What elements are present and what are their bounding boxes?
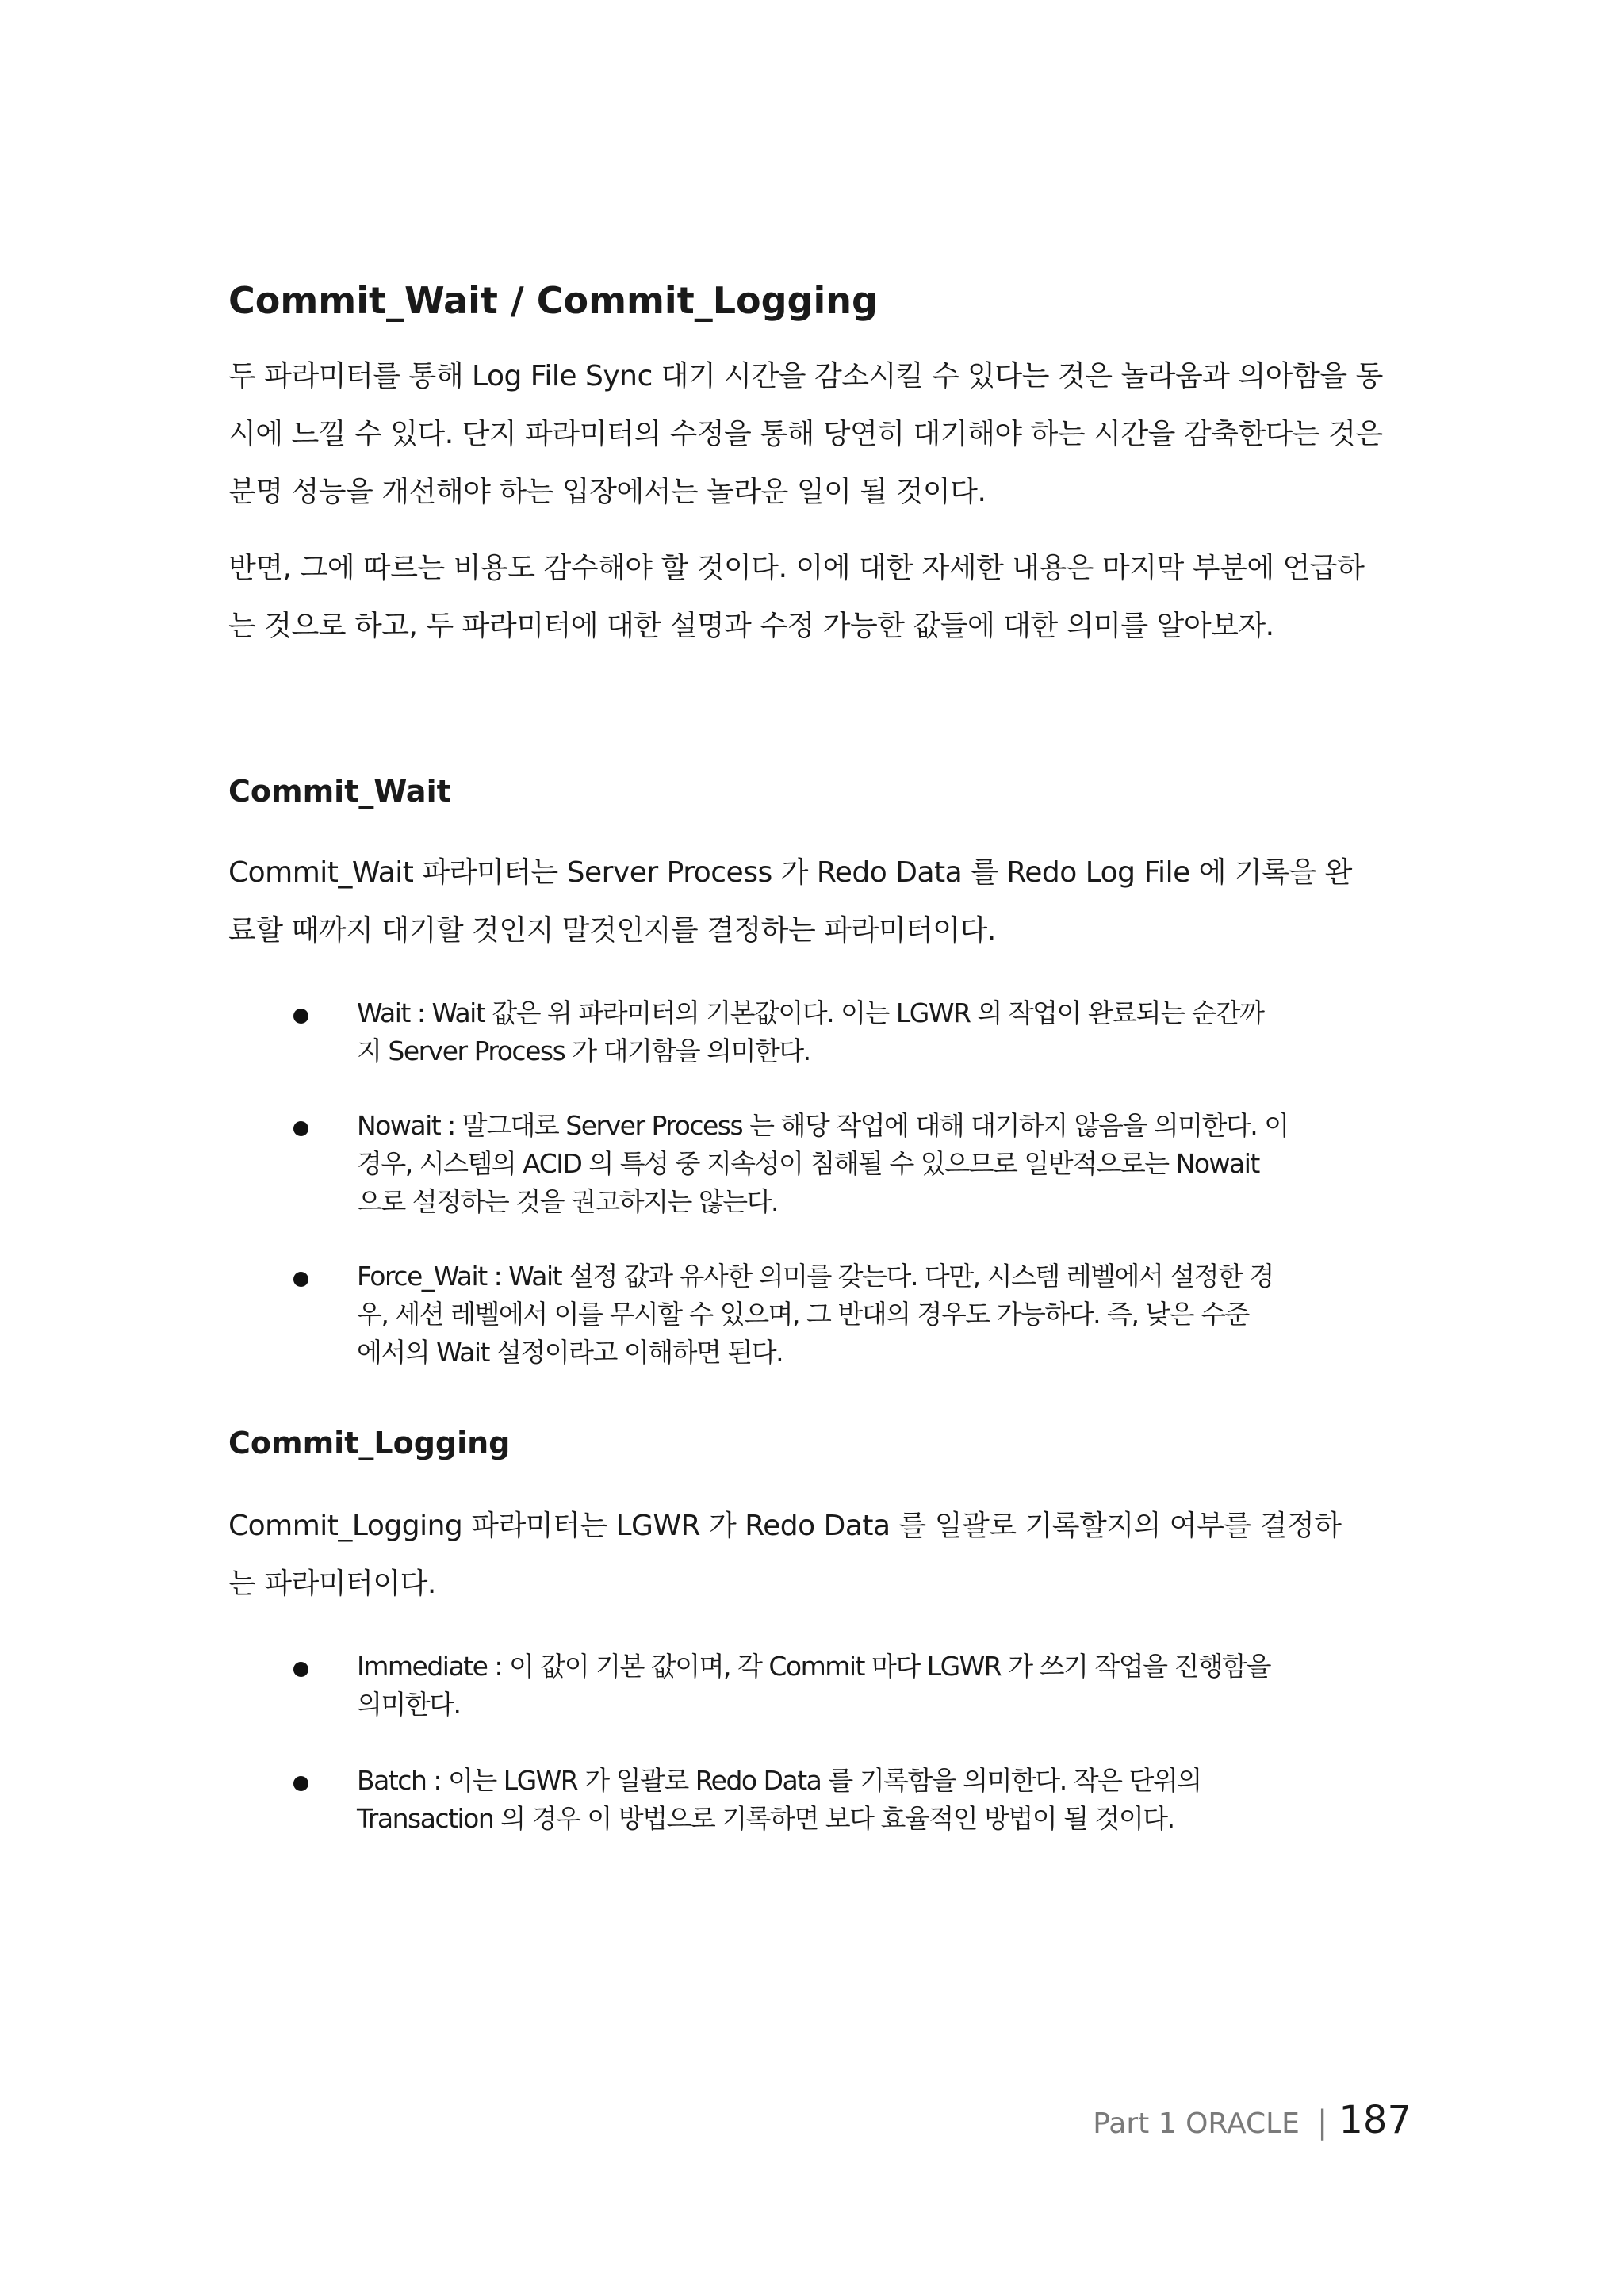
bullet-icon bbox=[293, 1662, 308, 1677]
bullet-icon bbox=[293, 1776, 308, 1791]
page-footer bbox=[1093, 2098, 1411, 2142]
bullet-text bbox=[357, 1762, 1348, 1838]
text-line: Commit_Logging 파라미터는 LGWR 가 Redo Data 를 일괄로 기록할지의 여부를 결정하 bbox=[228, 1510, 1342, 1542]
intro-paragraph-2 bbox=[228, 539, 1410, 655]
text-line: 료할 때까지 대기할 것인지 말것인지를 결정하는 파라미터이다. bbox=[228, 914, 996, 947]
bullet-text bbox=[357, 1258, 1348, 1372]
section-description-commit-wait bbox=[228, 844, 1386, 959]
text-line: 시에 느낄 수 있다. 단지 파라미터의 수정을 통해 당연히 대기해야 하는 시간을 감축한다는 것은 bbox=[228, 418, 1383, 450]
section-heading-commit-wait: Commit_Wait bbox=[228, 774, 451, 809]
text-line: 경우, 시스템의 ACID 의 특성 중 지속성이 침해될 수 있으므로 일반적으로는 Nowait bbox=[357, 1148, 1259, 1179]
footer-part-label: Part 1 ORACLE bbox=[1093, 2107, 1300, 2140]
bullet-icon bbox=[293, 1272, 308, 1287]
text-line: Nowait : 말그대로 Server Process 는 해당 작업에 대해 대기하지 않음을 의미한다. 이 bbox=[357, 1110, 1289, 1141]
text-line: 반면, 그에 따르는 비용도 감수해야 할 것이다. 이에 대한 자세한 내용은 마지막 부분에 언급하 bbox=[228, 552, 1365, 584]
intro-paragraph-1 bbox=[228, 347, 1410, 521]
bullet-icon bbox=[293, 1009, 308, 1024]
text-line: 우, 세션 레벨에서 이를 무시할 수 있으며, 그 반대의 경우도 가능하다. 즉, 낮은 수준 bbox=[357, 1299, 1249, 1330]
bullet-text bbox=[357, 994, 1348, 1070]
text-line: Wait : Wait 값은 위 파라미터의 기본값이다. 이는 LGWR 의 작업이 완료되는 순간까 bbox=[357, 997, 1264, 1028]
text-line: 으로 설정하는 것을 권고하지는 않는다. bbox=[357, 1186, 778, 1217]
page-title: Commit_Wait / Commit_Logging bbox=[228, 279, 878, 322]
page-number: 187 bbox=[1339, 2098, 1411, 2142]
text-line: 지 Server Process 가 대기함을 의미한다. bbox=[357, 1035, 810, 1066]
text-line: Commit_Wait 파라미터는 Server Process 가 Redo Data 를 Redo Log File 에 기록을 완 bbox=[228, 856, 1352, 889]
section-description-commit-logging bbox=[228, 1497, 1386, 1613]
text-line: 분명 성능을 개선해야 하는 입장에서는 놀라운 일이 될 것이다. bbox=[228, 476, 986, 508]
section-heading-commit-logging: Commit_Logging bbox=[228, 1426, 511, 1460]
bullet-text bbox=[357, 1107, 1348, 1221]
text-line: 는 파라미터이다. bbox=[228, 1568, 436, 1600]
text-line: 두 파라미터를 통해 Log File Sync 대기 시간을 감소시킬 수 있다는 것은 놀라움과 의아함을 동 bbox=[228, 360, 1383, 392]
text-line: 에서의 Wait 설정이라고 이해하면 된다. bbox=[357, 1337, 783, 1368]
text-line: 는 것으로 하고, 두 파라미터에 대한 설명과 수정 가능한 값들에 대한 의미를 알아보자. bbox=[228, 610, 1274, 642]
bullet-icon bbox=[293, 1121, 308, 1136]
footer-separator: | bbox=[1316, 2104, 1328, 2141]
text-line: Force_Wait : Wait 설정 값과 유사한 의미를 갖는다. 다만, 시스템 레벨에서 설정한 경 bbox=[357, 1261, 1274, 1292]
text-line: 의미한다. bbox=[357, 1689, 461, 1720]
text-line: Immediate : 이 값이 기본 값이며, 각 Commit 마다 LGWR 가 쓰기 작업을 진행함을 bbox=[357, 1651, 1270, 1682]
text-line: Transaction 의 경우 이 방법으로 기록하면 보다 효율적인 방법이 될 것이다. bbox=[357, 1803, 1174, 1834]
text-line: Batch : 이는 LGWR 가 일괄로 Redo Data 를 기록함을 의미한다. 작은 단위의 bbox=[357, 1765, 1201, 1796]
bullet-text bbox=[357, 1648, 1348, 1724]
